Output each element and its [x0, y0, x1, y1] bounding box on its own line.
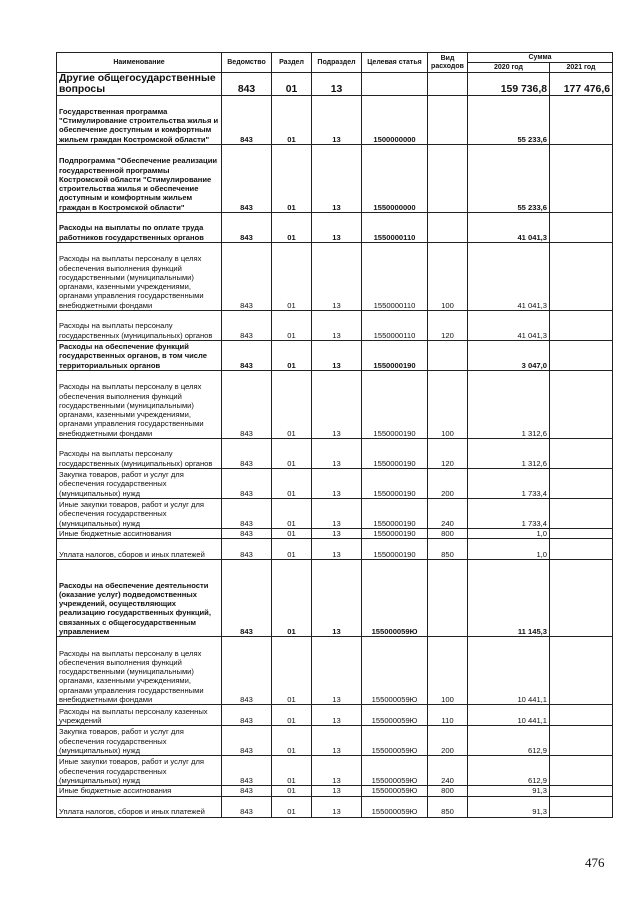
table-row [57, 73, 613, 96]
row-dept: 843 [222, 756, 272, 786]
row-section: 01 [272, 341, 312, 371]
row-sum-2020: 41 041,3 [468, 213, 550, 243]
row-dept: 843 [222, 637, 272, 705]
row-sum-2021 [550, 529, 613, 539]
row-sum-2021 [550, 726, 613, 756]
row-sum-2020: 10 441,1 [468, 705, 550, 726]
row-sum-2021 [550, 371, 613, 439]
row-sum-2021 [550, 499, 613, 529]
row-section: 01 [272, 243, 312, 311]
row-subsection: 13 [312, 145, 362, 213]
row-exptype: 850 [428, 539, 468, 560]
row-target: 155000059Ю [362, 637, 428, 705]
row-section: 01 [272, 560, 312, 637]
row-name: Расходы на выплаты персоналу в целях обеспечения выполнения функций государственными (муниципальными) органами, казенными учреждениями, органами управления государственными внебюджетными фондами [57, 371, 222, 439]
row-sum-2020: 55 233,6 [468, 96, 550, 145]
row-name: Расходы на выплаты по оплате труда работников государственных органов [57, 213, 222, 243]
row-sum-2021 [550, 145, 613, 213]
row-target: 155000059Ю [362, 705, 428, 726]
row-sum-2021 [550, 756, 613, 786]
row-section: 01 [272, 499, 312, 529]
header-subsection: Подраздел [312, 53, 362, 73]
row-subsection: 13 [312, 311, 362, 341]
header-year-2021: 2021 год [550, 63, 613, 73]
table-row [57, 529, 613, 539]
row-exptype: 120 [428, 311, 468, 341]
table-row [57, 469, 613, 499]
budget-table [56, 52, 613, 818]
row-target [362, 73, 428, 96]
row-dept: 843 [222, 311, 272, 341]
row-section: 01 [272, 311, 312, 341]
row-target: 1550000110 [362, 311, 428, 341]
row-sum-2021 [550, 311, 613, 341]
row-sum-2020: 1 733,4 [468, 469, 550, 499]
row-subsection: 13 [312, 529, 362, 539]
row-subsection: 13 [312, 243, 362, 311]
row-sum-2021 [550, 560, 613, 637]
table-row [57, 786, 613, 796]
row-exptype: 100 [428, 243, 468, 311]
row-target: 1550000190 [362, 499, 428, 529]
row-dept: 843 [222, 341, 272, 371]
row-sum-2021 [550, 796, 613, 817]
row-name: Закупка товаров, работ и услуг для обеспечения государственных (муниципальных) нужд [57, 726, 222, 756]
header-year-2020: 2020 год [468, 63, 550, 73]
row-sum-2021 [550, 439, 613, 469]
row-exptype [428, 96, 468, 145]
row-target: 1550000190 [362, 529, 428, 539]
row-exptype: 200 [428, 469, 468, 499]
row-exptype: 240 [428, 756, 468, 786]
row-name: Уплата налогов, сборов и иных платежей [57, 539, 222, 560]
row-dept: 843 [222, 560, 272, 637]
row-sum-2021 [550, 539, 613, 560]
row-target: 1550000190 [362, 371, 428, 439]
row-sum-2020: 3 047,0 [468, 341, 550, 371]
row-subsection: 13 [312, 560, 362, 637]
table-row [57, 539, 613, 560]
row-exptype: 100 [428, 637, 468, 705]
row-dept: 843 [222, 96, 272, 145]
row-subsection: 13 [312, 796, 362, 817]
table-row [57, 145, 613, 213]
row-sum-2020: 41 041,3 [468, 243, 550, 311]
row-sum-2020: 91,3 [468, 796, 550, 817]
row-dept: 843 [222, 213, 272, 243]
row-dept: 843 [222, 145, 272, 213]
table-row [57, 439, 613, 469]
row-exptype [428, 560, 468, 637]
row-dept: 843 [222, 73, 272, 96]
row-sum-2020: 10 441,1 [468, 637, 550, 705]
header-sum: Сумма [468, 53, 613, 63]
table-row [57, 560, 613, 637]
row-dept: 843 [222, 371, 272, 439]
row-name: Расходы на выплаты персоналу казенных учреждений [57, 705, 222, 726]
row-section: 01 [272, 529, 312, 539]
row-target: 155000059Ю [362, 560, 428, 637]
row-subsection: 13 [312, 637, 362, 705]
row-target: 155000059Ю [362, 786, 428, 796]
row-dept: 843 [222, 469, 272, 499]
row-subsection: 13 [312, 96, 362, 145]
row-section: 01 [272, 371, 312, 439]
row-sum-2021 [550, 243, 613, 311]
row-subsection: 13 [312, 213, 362, 243]
row-exptype [428, 213, 468, 243]
table-row [57, 705, 613, 726]
table-body [57, 73, 613, 818]
row-subsection: 13 [312, 371, 362, 439]
table-row [57, 213, 613, 243]
row-sum-2020: 11 145,3 [468, 560, 550, 637]
row-target: 155000059Ю [362, 726, 428, 756]
row-section: 01 [272, 539, 312, 560]
row-subsection: 13 [312, 756, 362, 786]
row-sum-2021: 177 476,6 [550, 73, 613, 96]
row-sum-2020: 612,9 [468, 756, 550, 786]
row-target: 1550000190 [362, 469, 428, 499]
row-sum-2021 [550, 96, 613, 145]
row-target: 1550000000 [362, 145, 428, 213]
row-dept: 843 [222, 529, 272, 539]
row-sum-2021 [550, 786, 613, 796]
row-dept: 843 [222, 439, 272, 469]
row-sum-2021 [550, 469, 613, 499]
row-sum-2020: 41 041,3 [468, 311, 550, 341]
table-row [57, 499, 613, 529]
row-target: 1550000190 [362, 539, 428, 560]
row-name: Иные закупки товаров, работ и услуг для обеспечения государственных (муниципальных) нужд [57, 756, 222, 786]
table-row [57, 341, 613, 371]
row-section: 01 [272, 213, 312, 243]
row-dept: 843 [222, 796, 272, 817]
row-name: Расходы на выплаты персоналу в целях обеспечения выполнения функций государственными (муниципальными) органами, казенными учреждениями, органами управления государственными внебюджетными фондами [57, 637, 222, 705]
row-dept: 843 [222, 499, 272, 529]
row-exptype: 110 [428, 705, 468, 726]
row-section: 01 [272, 439, 312, 469]
row-sum-2021 [550, 705, 613, 726]
page-number: 476 [585, 855, 605, 870]
row-exptype [428, 73, 468, 96]
row-name: Государственная программа "Стимулирование строительства жилья и обеспечение доступным и комфортным жильем граждан Костромской области" [57, 96, 222, 145]
row-subsection: 13 [312, 726, 362, 756]
row-subsection: 13 [312, 705, 362, 726]
row-sum-2020: 159 736,8 [468, 73, 550, 96]
row-sum-2020: 1 312,6 [468, 371, 550, 439]
row-dept: 843 [222, 786, 272, 796]
row-section: 01 [272, 786, 312, 796]
row-dept: 843 [222, 539, 272, 560]
row-sum-2020: 1 312,6 [468, 439, 550, 469]
row-sum-2021 [550, 341, 613, 371]
table-row [57, 796, 613, 817]
row-subsection: 13 [312, 469, 362, 499]
row-name: Расходы на обеспечение деятельности (оказание услуг) подведомственных учреждений, осуществляющих реализацию государственных функций, связанных с общегосударственным управлением [57, 560, 222, 637]
row-subsection: 13 [312, 73, 362, 96]
row-name: Другие общегосударственные вопросы [57, 73, 222, 96]
row-name: Расходы на выплаты персоналу государственных (муниципальных) органов [57, 311, 222, 341]
table-row [57, 243, 613, 311]
row-target: 1500000000 [362, 96, 428, 145]
row-section: 01 [272, 637, 312, 705]
row-exptype [428, 341, 468, 371]
row-subsection: 13 [312, 439, 362, 469]
table-row [57, 96, 613, 145]
row-exptype [428, 145, 468, 213]
row-target: 1550000110 [362, 243, 428, 311]
row-sum-2020: 91,3 [468, 786, 550, 796]
header-name: Наименование [57, 53, 222, 73]
row-sum-2021 [550, 213, 613, 243]
table-row [57, 311, 613, 341]
row-name: Подпрограмма "Обеспечение реализации государственной программы Костромской области "Стимулирование строительства жилья и обеспечение доступным и комфортным жильем граждан в Костромской области" [57, 145, 222, 213]
row-target: 1550000190 [362, 439, 428, 469]
row-sum-2020: 1,0 [468, 539, 550, 560]
row-sum-2020: 1,0 [468, 529, 550, 539]
row-section: 01 [272, 145, 312, 213]
row-target: 155000059Ю [362, 756, 428, 786]
row-section: 01 [272, 756, 312, 786]
row-sum-2020: 55 233,6 [468, 145, 550, 213]
header-dept: Ведомство [222, 53, 272, 73]
row-name: Уплата налогов, сборов и иных платежей [57, 796, 222, 817]
row-name: Иные закупки товаров, работ и услуг для обеспечения государственных (муниципальных) нужд [57, 499, 222, 529]
row-sum-2020: 1 733,4 [468, 499, 550, 529]
row-subsection: 13 [312, 786, 362, 796]
header-section: Раздел [272, 53, 312, 73]
row-subsection: 13 [312, 499, 362, 529]
table-row [57, 637, 613, 705]
row-dept: 843 [222, 705, 272, 726]
row-name: Закупка товаров, работ и услуг для обеспечения государственных (муниципальных) нужд [57, 469, 222, 499]
row-name: Расходы на обеспечение функций государственных органов, в том числе территориальных органов [57, 341, 222, 371]
table-row [57, 371, 613, 439]
row-subsection: 13 [312, 539, 362, 560]
row-target: 155000059Ю [362, 796, 428, 817]
row-section: 01 [272, 705, 312, 726]
row-subsection: 13 [312, 341, 362, 371]
row-exptype: 800 [428, 786, 468, 796]
row-name: Иные бюджетные ассигнования [57, 786, 222, 796]
row-sum-2020: 612,9 [468, 726, 550, 756]
table-header [57, 53, 613, 73]
row-name: Расходы на выплаты персоналу государственных (муниципальных) органов [57, 439, 222, 469]
row-exptype: 120 [428, 439, 468, 469]
table-row [57, 756, 613, 786]
row-section: 01 [272, 726, 312, 756]
row-dept: 843 [222, 726, 272, 756]
header-target: Целевая статья [362, 53, 428, 73]
row-target: 1550000110 [362, 213, 428, 243]
row-sum-2021 [550, 637, 613, 705]
table-row [57, 726, 613, 756]
row-section: 01 [272, 469, 312, 499]
row-exptype: 100 [428, 371, 468, 439]
row-name: Иные бюджетные ассигнования [57, 529, 222, 539]
row-section: 01 [272, 73, 312, 96]
row-section: 01 [272, 96, 312, 145]
row-name: Расходы на выплаты персоналу в целях обеспечения выполнения функций государственными (муниципальными) органами, казенными учреждениями, органами управления государственными внебюджетными фондами [57, 243, 222, 311]
row-exptype: 850 [428, 796, 468, 817]
row-section: 01 [272, 796, 312, 817]
row-dept: 843 [222, 243, 272, 311]
row-exptype: 800 [428, 529, 468, 539]
header-exptype: Вид расходов [428, 53, 468, 73]
row-exptype: 240 [428, 499, 468, 529]
row-exptype: 200 [428, 726, 468, 756]
row-target: 1550000190 [362, 341, 428, 371]
